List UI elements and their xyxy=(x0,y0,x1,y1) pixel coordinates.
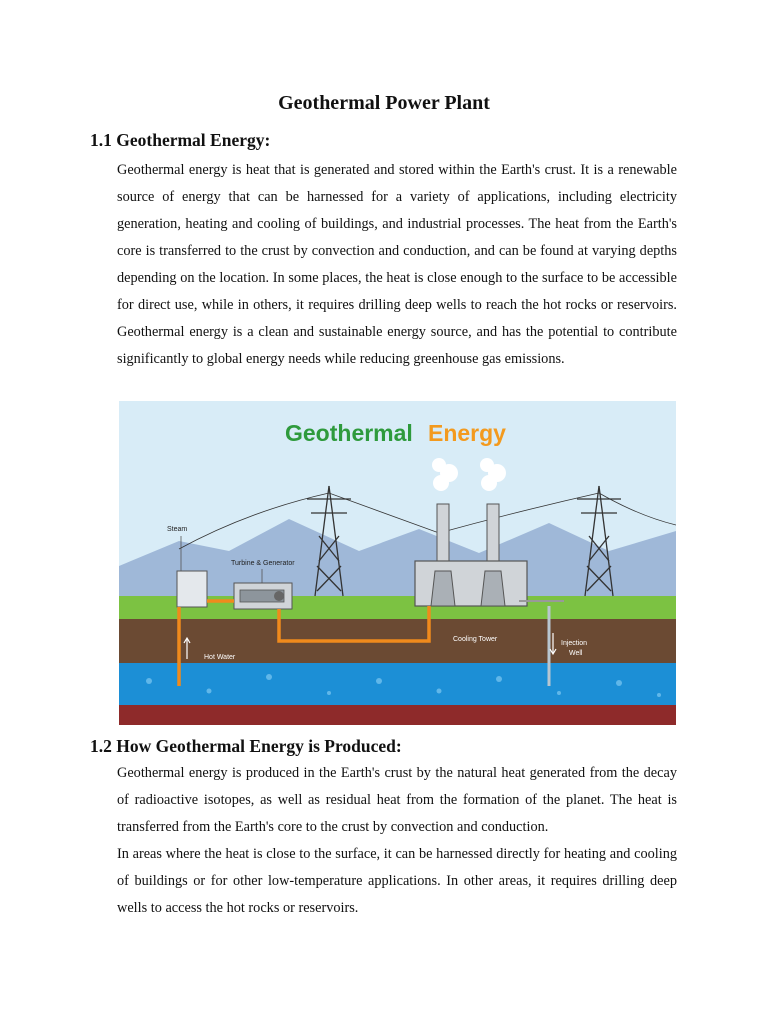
paragraph-how-produced-1: Geothermal energy is produced in the Earth's crust by the natural heat generated from the decay of radioactive isotopes, as well as residual heat from the formation of the planet. The heat is transferred from the Earth's core to the crust by convection and conduction. xyxy=(117,765,677,835)
section-heading-how-produced: 1.2 How Geothermal Energy is Produced: xyxy=(90,736,402,756)
bedrock xyxy=(119,705,676,725)
label-hot-water: Hot Water xyxy=(204,654,236,661)
document-title: Geothermal Power Plant xyxy=(278,92,490,114)
water-reservoir xyxy=(119,663,676,705)
figure-title-part1: Geothermal xyxy=(285,420,413,446)
paragraph-how-produced-2: In areas where the heat is close to the surface, it can be harnessed directly for heating and cooling of buildings or for other low-temperature applications. In other areas, it requires drilling deep wells to access the hot rocks or reservoirs. xyxy=(117,846,677,916)
section-heading-geothermal-energy: 1.1 Geothermal Energy: xyxy=(90,130,271,150)
label-turbine-generator: Turbine & Generator xyxy=(231,560,295,567)
label-steam: Steam xyxy=(167,526,188,533)
paragraph-geothermal-energy: Geothermal energy is heat that is generated and stored within the Earth's crust. It is a renewable source of energy that can be harnessed for a variety of applications, including electricity generation, heating and cooling of buildings, and industrial processes. The heat from the Earth's core is transferred to the crust by convection and conduction, and can be found at varying depths depending on the location. In some places, the heat is close enough to the surface to be accessible for direct use, while in others, it requires drilling deep wells to reach the hot rocks or reservoirs. Geothermal energy is a clean and sustainable energy source, and has the potential to contribute significantly to global energy needs while reducing greenhouse gas emissions. xyxy=(117,162,677,367)
label-well: Well xyxy=(569,650,583,657)
label-injection: Injection xyxy=(561,640,588,647)
figure-title-part2: Energy xyxy=(428,420,506,446)
turbine-generator xyxy=(234,583,292,609)
label-cooling-tower: Cooling Tower xyxy=(453,636,498,643)
steam-separator xyxy=(177,571,207,607)
soil-layer xyxy=(119,619,676,669)
geothermal-energy-diagram xyxy=(119,401,676,725)
